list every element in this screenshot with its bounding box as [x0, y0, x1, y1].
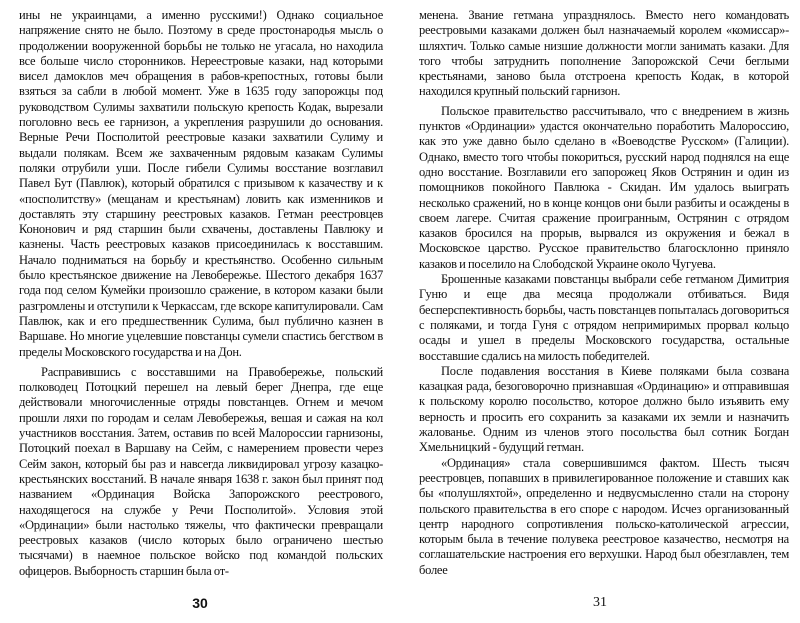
right-page — [400, 0, 800, 623]
paragraph: Брошенные казаками повстанцы выбрали себе гетманом Димитрия Гуню и еще два месяца продолжали отбиваться. Видя бесперспективность борьбы, часть повстанцев попыталась договориться с поляками, и тогда Гуня с отрядом непримиримых прорвал кольцо осады и ушел в пределы Московского государства, остальные восставшие сдались на милость победителей. — [419, 272, 789, 363]
paragraph: «Ординация» стала совершившимся фактом. Шесть тысяч реестровцев, попавших в привилегированное положение и ставших как бы «полушляхтой», определенно и недвусмысленно стали на сторону польского правительства в его споре с народом. Исчез организованный центр народного сопротивления польско-католической агрессии, которым была в течение полувека реестровое казачество, несмотря на соглашательские настроения его верхушки. Народ был обезглавлен, тем более — [419, 455, 789, 577]
right-page-text — [419, 8, 789, 578]
paragraph: Польское правительство рассчитывало, что с внедрением в жизнь пунктов «Ординации» удастся окончательно поработить Малороссию, как это уже давно было сделано в «Воеводстве Русском» (Галиции). Однако, вместо того чтобы покориться, русский народ поднялся на еще одно восстание. Возглавили его запорожец Яков Острянин и один из помощников покойного Павлюка - Скидан. Им удалось выиграть несколько сражений, но в конце концов они были разбиты и осаждены в своем лагере. Считая сражение проигранным, Острянин с отрядом казаков бросился на прорыв, вырвался из окружения и бежал в Московское царство. Русское правительство благосклонно приняло казаков и поселило на Слободской Украине около Чугуева. — [419, 103, 789, 271]
paragraph: ины не украинцами, а именно русскими!) Однако социальное напряжение снято не было. Поэтому в среде простонародья мысль о продолжении вооруженной борьбы не только не угасала, но находила все больше число сторонников. Нереестровые казаки, над которыми висел дамоклов меч обращения в рабов-крепостных, готовы были взяться за сабли в любой момент. Уже в 1635 году запорожцы под руководством Сулимы захватили польскую крепость Кодак, вырезали поголовно весь ее гарнизон, а укрепления разрушили до основания. Верные Речи Посполитой реестровые казаки захватили Сулиму и выдали полякам. Всем же захваченным рядовым казакам Сулимы поляки отрубили уши. После гибели Сулимы восстание возглавил Павел Бут (Павлюк), который обратился с призывом к казачеству и к «посполитству» (мещанам и крестьянам) ловить как изменников и доставлять эту старшину реестровых казаков. Гетман реестровцев Кононович и ряд старшин были схвачены, доставлены Павлюку и казнены. Часть реестровых казаков присоединилась к восставшим. Начало подниматься на борьбу и крестьянство. Особенно сильным было крестьянское движение на Левобережье. Шестого декабря 1637 года под селом Кумейки произошло сражение, в котором казаки были разгромлены и отступили к Черкассам, где вскоре капитулировали. Сам Павлюк, как и его предшественник Сулима, был публично казнен в Варшаве. Но многие уцелевшие повстанцы сумели спастись бегством в пределы Московского государства и на Дон. — [19, 8, 383, 359]
paragraph: После подавления восстания в Киеве поляками была созвана казацкая рада, безоговорочно признавшая «Ординацию» и отправившая к польскому королю посольство, которое должно было изъявить ему верность и просить его сохранить за казаками их земли и назначить жалованье. Одним из членов этого посольства был сотник Богдан Хмельницкий - будущий гетман. — [419, 363, 789, 455]
page-number: 30 — [192, 595, 208, 611]
paragraph: Расправившись с восставшими на Правобережье, польский полководец Потоцкий перешел на левый берег Днепра, где еще действовали многочисленные отряды повстанцев. Огнем и мечом прошли ляхи по городам и селам Левобережья, вешая и сажая на кол участников восстания. Затем, оставив по всей Малороссии гарнизоны, Потоцкий поехал в Варшаву на Сейм, с намерением провести через Сейм закон, который бы раз и навсегда ликвидировал угрозу казацко-крестьянских восстаний. В начале января 1638 г. закон был принят под названием «Ординация Войска Запорожского реестрового, находящегося на службе у Речи Посполитой». Условия этой «Ординации» были настолько тяжелы, что фактически превращали реестровых казаков (число которых было ограничено шестью тысячами) в наемное польское войско под командой польских офицеров. Выборность старшин была от- — [19, 364, 383, 578]
left-page-text — [19, 8, 383, 579]
page-number: 31 — [593, 595, 607, 610]
paragraph: менена. Звание гетмана упразднялось. Вместо него командовать реестровыми казаками должен был назначаемый королем «комиссар»-шляхтич. Только самые низшие должности могли занимать казаки. Для того чтобы затруднить пополнение Запорожской Сечи беглыми крестьянами, заново была отстроена крепость Кодак, в которой находился крупный польский гарнизон. — [419, 8, 789, 99]
